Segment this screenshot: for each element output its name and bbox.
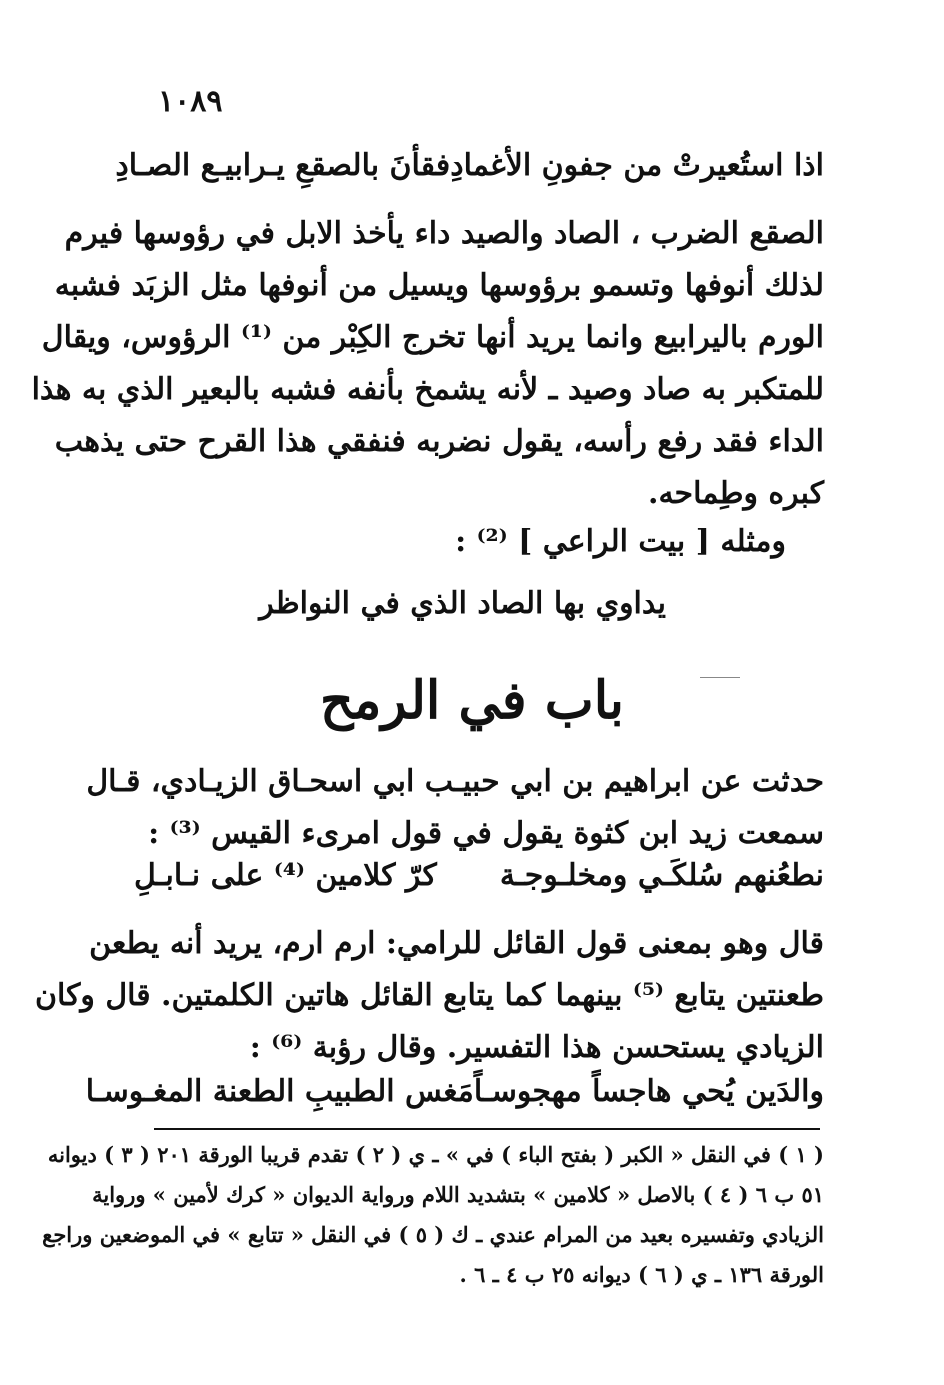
verse-3-second-hemistich: مَغس الطبيبِ الطعنة المغـوسـا [85, 1074, 474, 1109]
verse-1-first-hemistich: اذا استُعيرتْ من جفونِ الأغمادِ [450, 148, 824, 183]
paragraph-3-line: طعنتين يتابع ⁽⁵⁾ بينهما كما يتابع القائل هاتين الكلمتين. قال وكان [34, 978, 824, 1013]
verse-2 [134, 858, 824, 893]
footnote-separator [154, 1128, 820, 1130]
paragraph-1-line: لذلك أنوفها وتسمو برؤوسها ويسيل من أنوفها مثل الزبَد فشبه [54, 268, 824, 303]
footnote-line: ٥١ ب ٦ ( ٤ ) بالاصل « كلامين » بتشديد اللام ورواية الديوان « كرك لأمين » ورواية [92, 1182, 824, 1207]
paragraph-3 [34, 918, 824, 1074]
footnotes [42, 1135, 824, 1295]
verse-2-first-hemistich: نطعُنهم سُلكَـي ومخلـوجـة [499, 858, 824, 893]
verse-2-second-hemistich: كرّ كلامين ⁽⁴⁾ على نـابـلِ [134, 858, 437, 893]
paragraph-2-line: حدثت عن ابراهيم بن ابي حبيـب ابي اسحـاق الزيـادي، قـال [86, 764, 824, 799]
paragraph-3-line: الزيادي يستحسن هذا التفسير. وقال رؤبة ⁽⁶⁾ : [249, 1030, 824, 1065]
verse-3-first-hemistich: والدَين يُحي هاجساً مهجوسـاً [473, 1074, 824, 1109]
paragraph-1-line: الصقع الضرب ، الصاد والصيد داء يأخذ الابل في رؤوسها فيرم [64, 216, 824, 251]
paragraph-2-line: سمعت زيد ابن كثوة يقول في قول امرىء القيس ⁽³⁾ : [148, 816, 824, 851]
paragraph-2 [86, 756, 824, 860]
footnote-line: الورقة ١٣٦ ـ ي ( ٦ ) ديوانه ٢٥ ب ٤ ـ ٦ . [459, 1262, 824, 1287]
chapter-title: باب في الرمح [319, 670, 625, 731]
page-number: ١٠٨٩ [158, 84, 223, 119]
verse-1-second-hemistich: فقأنَ بالصقعِ يـرابيـع الصـادِ [115, 148, 451, 183]
quoted-hemistich: يداوي بها الصاد الذي في النواظر [259, 586, 666, 621]
footnote-line: الزيادي وتفسيره بعيد من المرام عندي ـ ك ( ٥ ) في النقل « تتابع » في الموضعين وراجع [42, 1222, 824, 1247]
paragraph-1-line: للمتكبر به صاد وصيد ـ لأنه يشمخ بأنفه فشبه بالبعير الذي به هذا [31, 372, 824, 407]
paragraph-1-line: كبره وطِماحه. [648, 476, 824, 511]
paragraph-1-line: الداء فقد رفع رأسه، يقول نضربه فنفقي هذا القرح حتى يذهب [54, 424, 824, 459]
paragraph-1 [31, 208, 824, 520]
footnote-line: ( ١ ) في النقل « الكبر ( بفتح الباء ) في » ـ ي ( ٢ ) تقدم قريبا الورقة ٢٠١ ( ٣ ) ديوانه [47, 1142, 824, 1167]
paragraph-1-line: الورم باليرابيع وانما يريد أنها تخرج الكِبْر من ⁽¹⁾ الرؤوس، ويقال [41, 320, 824, 355]
intro-line: ومثله [ بيت الراعي ] ⁽²⁾ : [455, 524, 786, 559]
verse-3 [85, 1074, 824, 1109]
paragraph-3-line: قال وهو بمعنى قول القائل للرامي: ارم ارم، يريد أنه يطعن [89, 926, 824, 961]
verse-1 [115, 148, 824, 183]
